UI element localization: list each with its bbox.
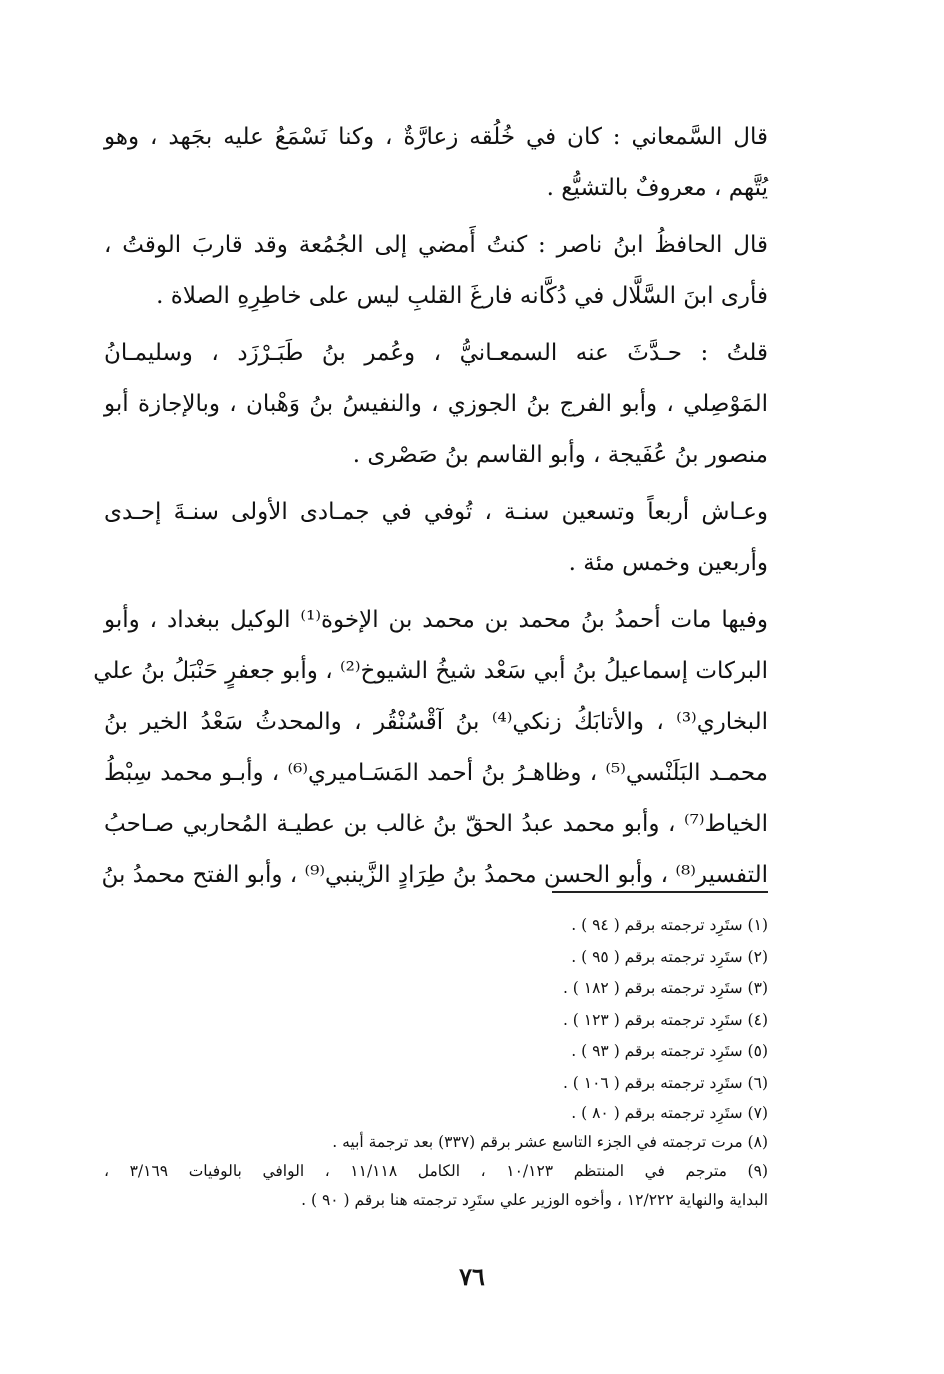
footnote-9-continued: البداية والنهاية ١٢/٢٢٢ ، وأخوه الوزير علي ستَرِد ترجمته هنا برقم ( ٩٠ ) . <box>301 1191 768 1209</box>
main-text <box>93 112 768 907</box>
page-number: ٧٦ <box>459 1262 485 1291</box>
footnotes <box>104 910 768 1215</box>
paragraph-samani-quote <box>104 112 768 214</box>
text-line: البخاري⁽³⁾ ، والأتابَكُ زنكي⁽⁴⁾ بنُ آقْسُنْقُر ، والمحدثُ سَعْدُ الخير بنُ <box>104 709 768 735</box>
paragraph-ibn-nasir-quote <box>104 220 768 322</box>
footnote-2: (٢) ستَرِد ترجمته برقم ( ٩٥ ) . <box>571 947 768 966</box>
text-line: الخياط⁽⁷⁾ ، وأبو محمد عبدُ الحقّ بنُ غالب بن عطيـة المُحاربي صـاحبُ <box>104 811 768 837</box>
footnote-1: (١) ستَرِد ترجمته برقم ( ٩٤ ) . <box>571 916 768 934</box>
text-line: فأرى ابنَ السَّلَّال في دُكَّانه فارغَ القلبِ ليس على خاطِرِهِ الصلاة . <box>156 283 768 309</box>
text-line: المَوْصِلي ، وأبو الفرج بنُ الجوزي ، والنفيسُ بنُ وَهْبان ، وبالإجازة أبو <box>104 391 768 417</box>
text-line: التفسير⁽⁸⁾ ، وأبو الحسن محمدُ بنُ طِرَادٍ الزَّينبي⁽⁹⁾ ، وأبو الفتح محمدُ بنُ <box>101 862 768 888</box>
paragraph-narrators <box>104 328 768 481</box>
text-line: قال الحافظُ ابنُ ناصر : كنتُ أَمضي إلى الجُمُعة وقد قاربَ الوقتُ ، <box>104 232 768 258</box>
text-line: وأربعين وخمس مئة . <box>568 550 768 576</box>
footnote-9: (٩) مترجم في المنتظم ١٠/١٢٣ ، الكامل ١١/١١٨ ، الوافي بالوفيات ٣/١٦٩ ، <box>104 1162 768 1180</box>
footnote-6: (٦) ستَرِد ترجمته برقم ( ١٠٦ ) . <box>562 1073 768 1092</box>
text-line: قلتُ : حـدَّثَ عنه السمعـانيُّ ، وعُمر بنُ طَبَـرْزَد ، وسليمـانُ <box>104 340 768 366</box>
paragraph-death <box>104 487 768 589</box>
text-line: وفيها مات أحمدُ بنُ محمد بن محمد بن الإخوة⁽¹⁾ الوكيل ببغداد ، وأبو <box>104 607 768 633</box>
footnote-7: (٧) ستَرِد ترجمته برقم ( ٨٠ ) . <box>571 1104 768 1122</box>
text-line: يُتَّهم ، معروفٌ بالتشيُّع . <box>546 175 768 201</box>
text-line: وعـاش أربعاً وتسعين سنـة ، تُوفي في جمـادى الأولى سنـةَ إحـدى <box>104 499 768 525</box>
text-line: محمـد البَلَنْسي⁽⁵⁾ ، وظاهـرُ بنُ أحمد المَسَـاميري⁽⁶⁾ ، وأبـو محمد سِبْطُ <box>104 760 768 786</box>
footnote-separator <box>552 891 768 893</box>
paragraph-deaths-that-year <box>93 595 768 901</box>
footnote-4: (٤) ستَرِد ترجمته برقم ( ١٢٣ ) . <box>562 1010 768 1029</box>
text-line: قال السَّمعاني : كان في خُلُقه زعارَّةٌ ، وكنا نَسْمَعُ عليه بجَهد ، وهو <box>104 124 768 150</box>
text-line: البركات إسماعيلُ بنُ أبي سَعْد شيخُ الشيوخ⁽²⁾ ، وأبو جعفرٍ حَنْبَلُ بنُ علي <box>93 658 768 684</box>
footnote-8: (٨) مرت ترجمته في الجزء التاسع عشر برقم (٣٣٧) بعد ترجمة أبيه . <box>332 1133 768 1151</box>
text-line: منصور بنُ عُفَيجة ، وأبو القاسم بنُ صَصْرى . <box>352 442 768 468</box>
footnote-3: (٣) ستَرِد ترجمته برقم ( ١٨٢ ) . <box>562 979 768 997</box>
footnote-5: (٥) ستَرِد ترجمته برقم ( ٩٣ ) . <box>571 1042 768 1060</box>
